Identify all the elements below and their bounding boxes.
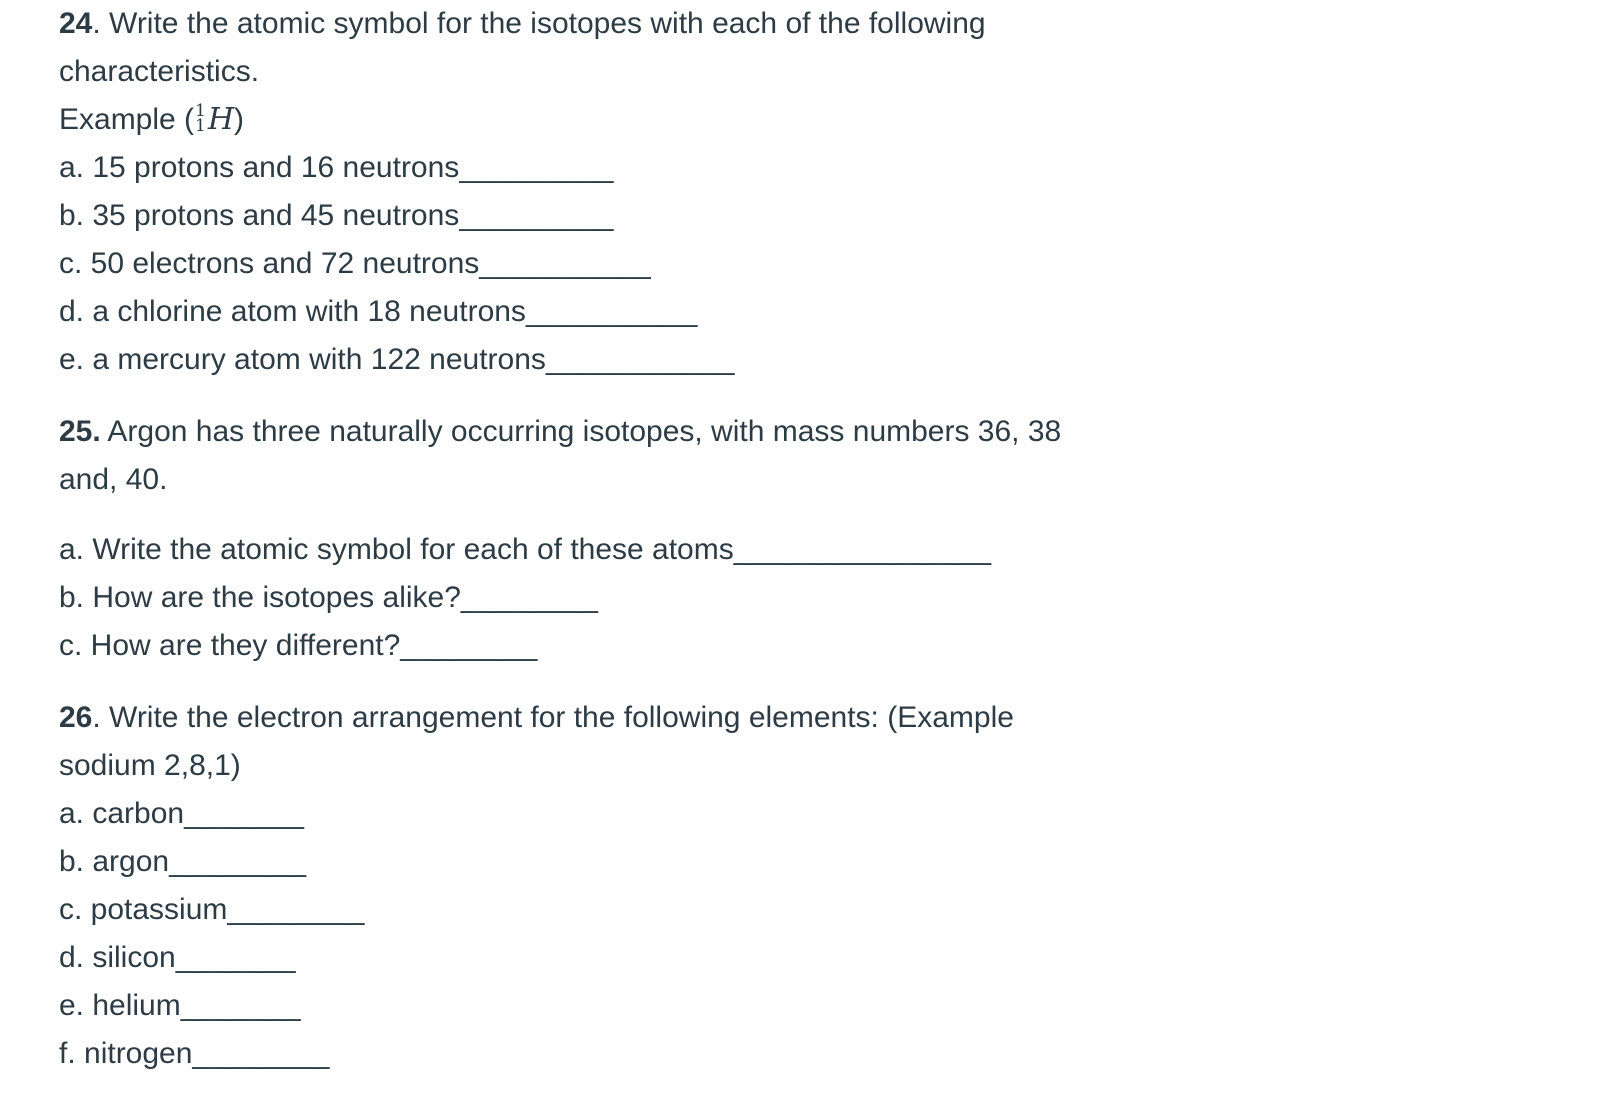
item-text: e. helium [59, 989, 181, 1022]
answer-blank[interactable]: _______________ [733, 533, 992, 566]
question-24-prompt-continued: characteristics. [59, 55, 260, 88]
list-item [59, 574, 1559, 622]
answer-blank[interactable]: __________ [525, 295, 698, 328]
spacer [59, 384, 1559, 408]
question-26-prompt-continued: sodium 2,8,1) [59, 749, 241, 782]
question-25 [59, 408, 1559, 670]
answer-blank[interactable]: _______ [180, 989, 302, 1022]
item-text: a. 15 protons and 16 neutrons [59, 151, 460, 184]
isotope-notation [195, 101, 206, 137]
answer-blank[interactable]: ________ [400, 629, 538, 662]
list-item [59, 982, 1559, 1030]
answer-blank[interactable]: _______ [175, 941, 297, 974]
list-item [59, 526, 1559, 574]
question-26 [59, 694, 1559, 1078]
question-24-items [59, 144, 1559, 384]
list-item [59, 144, 1559, 192]
item-text: b. argon [59, 845, 170, 878]
item-text: c. How are they different? [59, 629, 401, 662]
list-item [59, 240, 1559, 288]
prompt-text: . Write the atomic symbol for the isotopes with each of the following [92, 7, 986, 40]
item-text: e. a mercury atom with 122 neutrons [59, 343, 546, 376]
question-number: 24 [59, 7, 93, 40]
answer-blank[interactable]: ________ [169, 845, 307, 878]
spacer [59, 504, 1559, 526]
question-24 [59, 0, 1559, 384]
question-26-items [59, 790, 1559, 1078]
question-26-prompt [59, 694, 1559, 742]
atomic-number: 1 [195, 116, 206, 137]
question-25-items [59, 526, 1559, 670]
example-close: ) [234, 103, 245, 136]
item-text: b. 35 protons and 45 neutrons [59, 199, 460, 232]
answer-blank[interactable]: ___________ [545, 343, 735, 376]
example-label: Example ( [59, 103, 195, 136]
item-text: f. nitrogen [59, 1037, 193, 1070]
item-text: b. How are the isotopes alike? [59, 581, 461, 614]
item-text: a. Write the atomic symbol for each of these atoms [59, 533, 734, 566]
item-text: d. silicon [59, 941, 176, 974]
question-24-prompt [59, 0, 1559, 48]
list-item [59, 288, 1559, 336]
answer-blank[interactable]: _________ [459, 199, 614, 232]
question-25-prompt [59, 408, 1559, 456]
list-item [59, 336, 1559, 384]
worksheet [59, 0, 1559, 1078]
item-text: c. 50 electrons and 72 neutrons [59, 247, 480, 280]
list-item [59, 934, 1559, 982]
answer-blank[interactable]: ________ [192, 1037, 330, 1070]
item-text: a. carbon [59, 797, 185, 830]
list-item [59, 1030, 1559, 1078]
prompt-text: Argon has three naturally occurring isotopes, with mass numbers 36, 38 [100, 415, 1062, 448]
answer-blank[interactable]: _______ [184, 797, 305, 830]
answer-blank[interactable]: ________ [227, 893, 365, 926]
question-number: 25. [59, 415, 101, 448]
list-item [59, 838, 1559, 886]
list-item [59, 622, 1559, 670]
list-item [59, 790, 1559, 838]
question-25-prompt-continued: and, 40. [59, 463, 168, 496]
spacer [59, 670, 1559, 694]
item-text: d. a chlorine atom with 18 neutrons [59, 295, 526, 328]
isotope-example [59, 96, 1559, 144]
answer-blank[interactable]: __________ [479, 247, 652, 280]
mass-number: 1 [195, 101, 206, 122]
list-item [59, 192, 1559, 240]
list-item [59, 886, 1559, 934]
prompt-text: . Write the electron arrangement for the following elements: (Example [92, 701, 1014, 734]
item-text: c. potassium [59, 893, 228, 926]
answer-blank[interactable]: ________ [460, 581, 599, 614]
element-symbol: H [207, 102, 235, 137]
answer-blank[interactable]: _________ [459, 151, 614, 184]
question-number: 26 [59, 701, 93, 734]
